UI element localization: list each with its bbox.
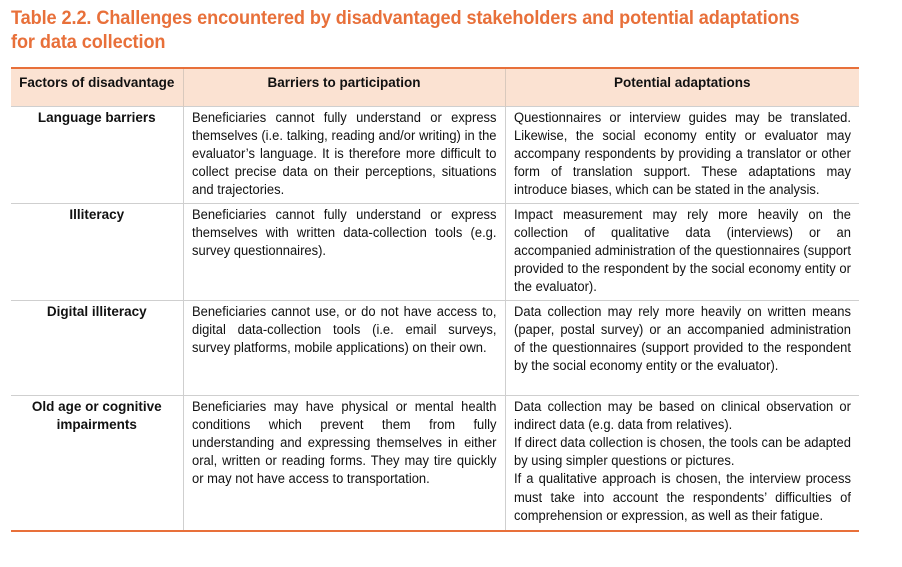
factor-cell: Old age or cognitive impairments [11,395,183,531]
table-row [11,395,859,531]
adaptations-text: Questionnaires or interview guides may be translated. Likewise, the social economy entity or evaluator may accompany respondents by providing a translator or other form of translation support. These adaptations may introduce biases, which can be stated in the analysis. [513,109,851,198]
barriers-text: Beneficiaries cannot fully understand or express themselves (i.e. talking, reading and/or writing) in the evaluator’s language. It is therefore more difficult to collect precise data on their perceptions, situations and trajectories. [191,109,496,198]
table-row [11,300,859,395]
barriers-cell [183,203,505,300]
header-adaptations: Potential adaptations [505,68,859,106]
adaptations-cell [505,395,859,531]
table-row [11,106,859,203]
adaptations-text: Impact measurement may rely more heavily on the collection of qualitative data (interviews) or an accompanied administration of the questionnaires (support provided to the respondent by the social economy entity or the evaluator). [513,206,851,295]
table-body [11,106,859,531]
header-barriers: Barriers to participation [183,68,505,106]
barriers-cell [183,300,505,395]
barriers-text: Beneficiaries cannot use, or do not have access to, digital data-collection tools (i.e. email surveys, survey platforms, mobile applications) on their own. [191,303,496,355]
header-row [11,68,859,106]
header-factors: Factors of disadvantage [11,68,183,106]
barriers-text: Beneficiaries cannot fully understand or express themselves with written data-collection tools (e.g. survey questionnaires). [191,206,496,258]
table-row [11,203,859,300]
table-header [11,68,859,106]
barriers-cell [183,106,505,203]
factor-cell: Illiteracy [11,203,183,300]
challenges-table [11,67,859,532]
adaptations-text: Data collection may rely more heavily on written means (paper, postal survey) or an accompanied administration of the questionnaires (support provided to the respondent by the social economy entity or the evaluator). [513,303,851,374]
adaptations-text: If a qualitative approach is chosen, the interview process must take into account the respondents’ difficulties of comprehension or expression, as well as their fatigue. [513,471,851,523]
barriers-text: Beneficiaries may have physical or mental health conditions which prevent them from fully understanding and expressing themselves in either oral, written or reading forms. They may tire quickly or may not have access to transportation. [191,398,496,487]
factor-cell: Language barriers [11,106,183,203]
adaptations-cell [505,203,859,300]
adaptations-text: Data collection may be based on clinical observation or indirect data (e.g. data from relatives). [513,398,851,432]
barriers-cell [183,395,505,531]
adaptations-cell [505,106,859,203]
adaptations-cell [505,300,859,395]
adaptations-text: If direct data collection is chosen, the tools can be adapted by using simpler questions or pictures. [513,434,851,469]
table-title: Table 2.2. Challenges encountered by disadvantaged stakeholders and potential adaptations for data collection [11,7,800,53]
factor-cell: Digital illiteracy [11,300,183,395]
